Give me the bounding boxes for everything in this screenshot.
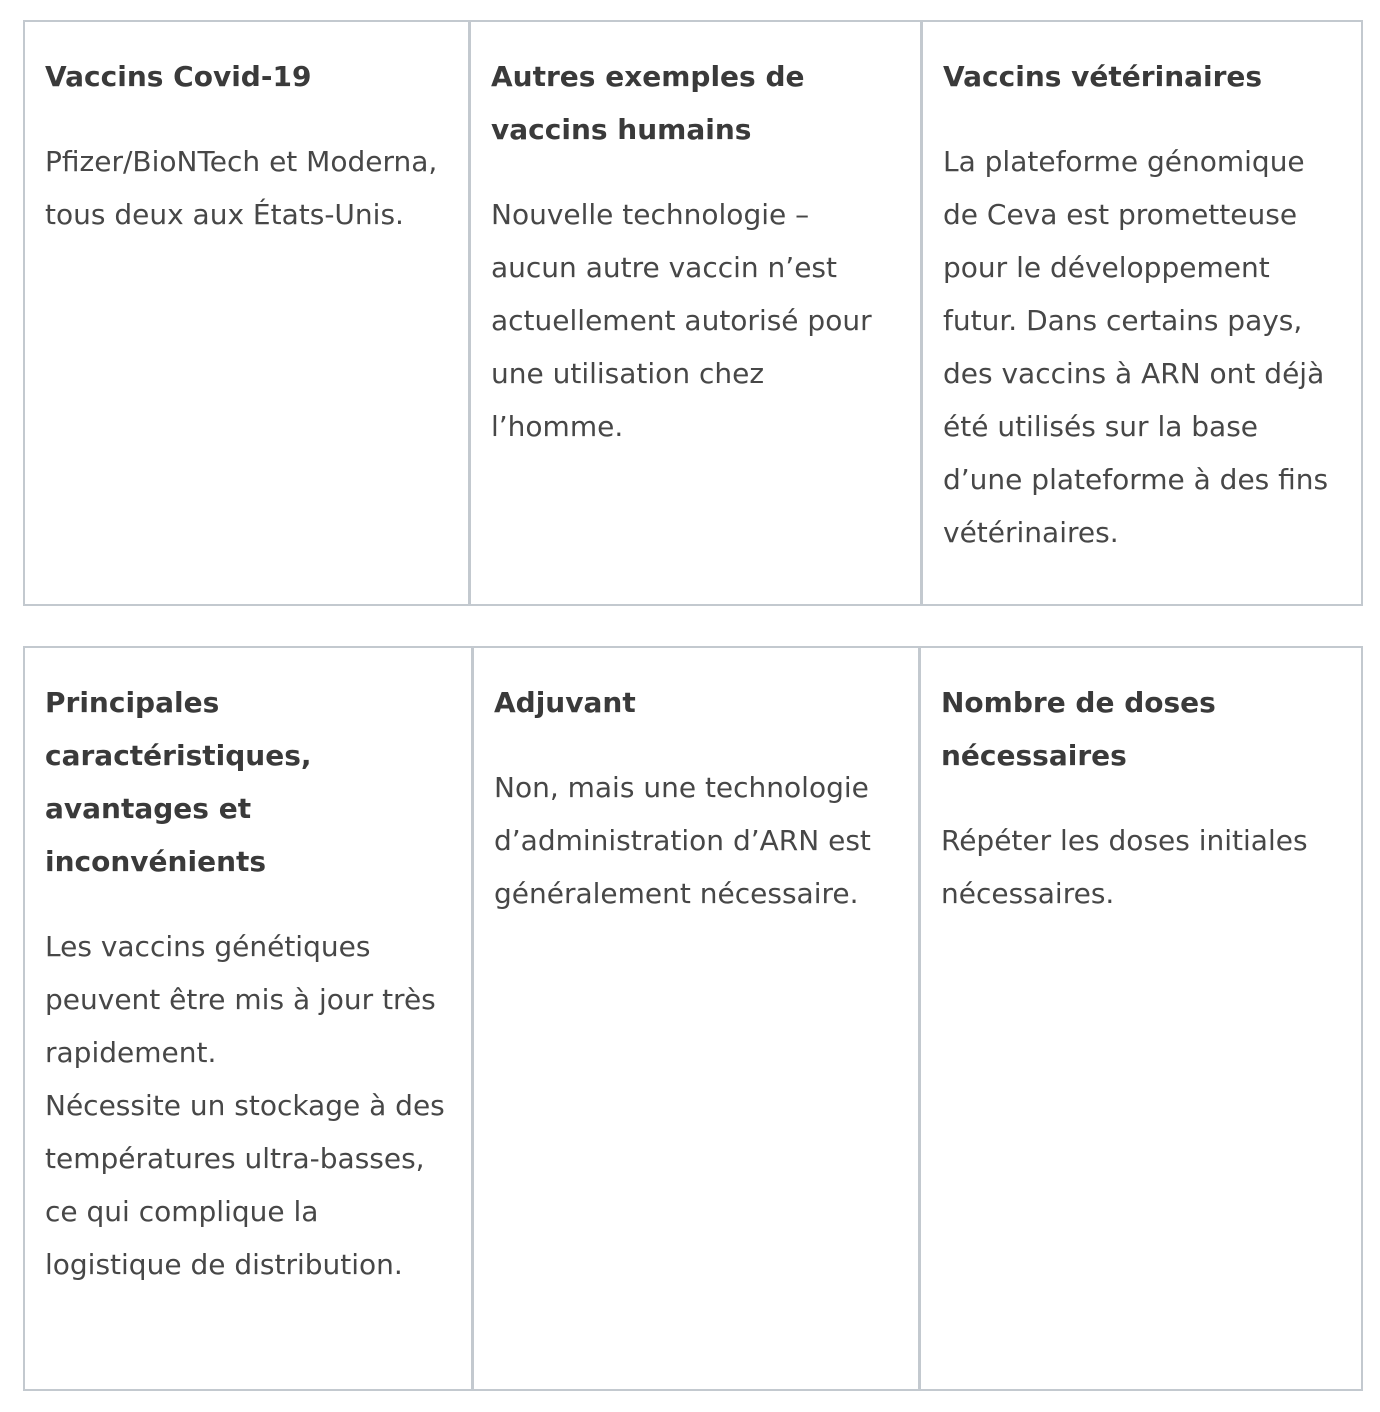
cell-text: La plateforme génomique de Ceva est prometteuse pour le développement futur. Dans certains pays, des vaccins à ARN ont déjà été utilisés sur la base d’une plateforme à des fins vétérinaires.: [943, 145, 1329, 549]
cell-text: Les vaccins génétiques peuvent être mis à jour très rapidement.: [45, 930, 436, 1069]
cell-veterinary-vaccines: [920, 22, 1361, 604]
cell-title: Principales caractéristiques, avantages et inconvénients: [45, 686, 312, 878]
cell-title: Nombre de doses nécessaires: [941, 686, 1216, 772]
cell-other-human-vaccines: [468, 22, 920, 604]
cell-number-of-doses: [918, 648, 1361, 1389]
cell-text: Pfizer/BioNTech et Moderna, tous deux aux États-Unis.: [45, 145, 438, 231]
info-table-2: [23, 646, 1363, 1391]
cell-covid-vaccines: [25, 22, 468, 604]
cell-text: Nouvelle technologie – aucun autre vaccin n’est actuellement autorisé pour une utilisation chez l’homme.: [491, 198, 872, 443]
info-table-1: [23, 20, 1363, 606]
cell-title: Vaccins Covid-19: [45, 60, 312, 93]
cell-text: Non, mais une technologie d’administration d’ARN est généralement nécessaire.: [494, 771, 871, 910]
cell-title: Vaccins vétérinaires: [943, 60, 1263, 93]
cell-adjuvant: [471, 648, 918, 1389]
cell-main-characteristics: [25, 648, 471, 1389]
cell-text: Nécessite un stockage à des températures ultra-basses, ce qui complique la logistique de distribution.: [45, 1089, 445, 1281]
cell-title: Adjuvant: [494, 686, 636, 719]
cell-text: Répéter les doses initiales nécessaires.: [941, 824, 1308, 910]
cell-title: Autres exemples de vaccins humains: [491, 60, 805, 146]
